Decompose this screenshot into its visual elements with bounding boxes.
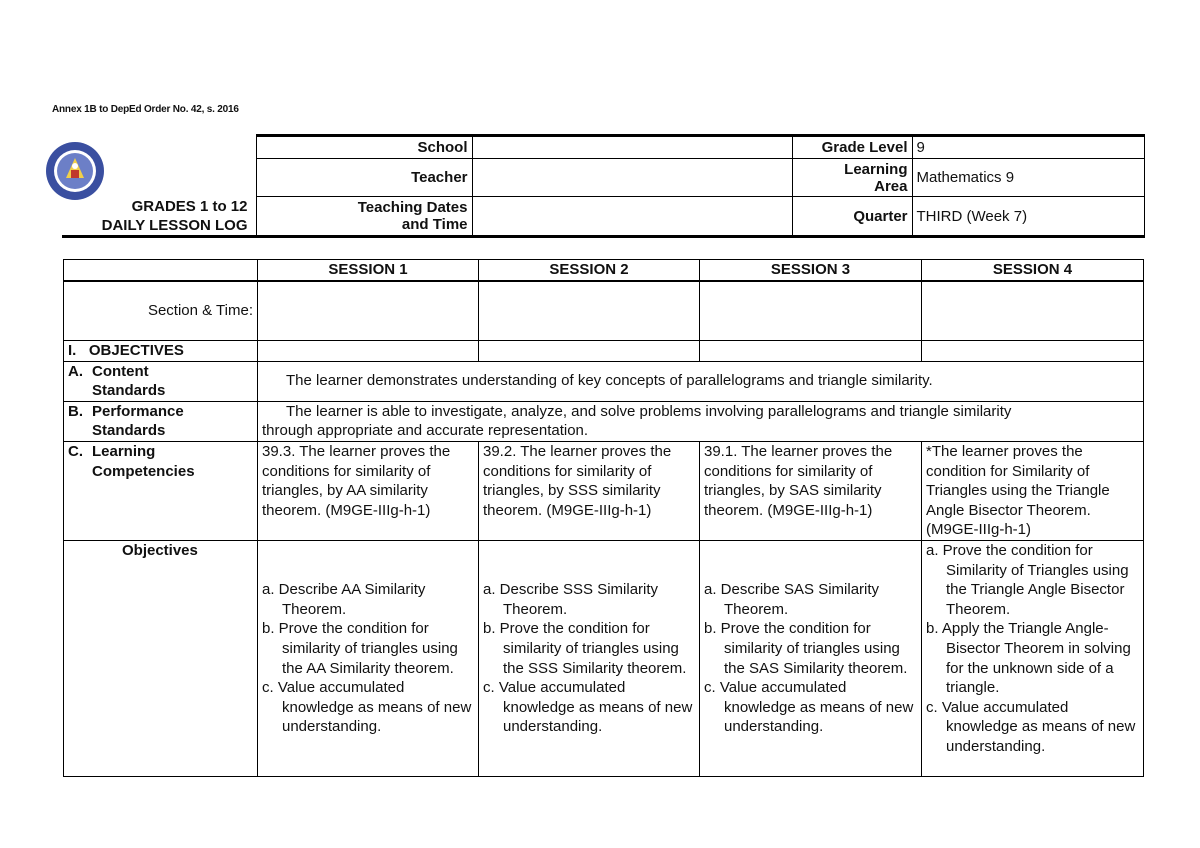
objectives-heading-text: OBJECTIVES [88,342,184,360]
performance-standards-letter: B. [68,402,83,420]
learning-area-label-line1: Learning [844,160,908,178]
deped-seal-icon [44,140,106,202]
objective-item: c. Value accumulated knowledge as means of new understanding. [704,679,914,736]
content-standards-text: The learner demonstrates understanding of key concepts of parallelograms and triangle similarity. [258,361,1144,401]
content-standards-letter: A. [68,362,83,380]
performance-standards-text [258,401,1144,441]
school-label: School [256,136,472,159]
content-standards-label [64,361,258,401]
objectives-row [64,541,1144,777]
performance-standards-label-line2: Standards [92,422,166,440]
objective-item: b. Prove the condition for similarity of triangles using the SAS Similarity theorem. [704,620,908,677]
school-field[interactable] [472,136,792,159]
objectives-cell-1 [258,341,479,362]
teacher-label: Teacher [256,159,472,197]
objectives-heading [64,341,258,362]
objectives-heading-number: I. [68,342,77,360]
session-2-header: SESSION 2 [479,260,700,281]
objective-item: a. Describe AA Similarity Theorem. [262,581,426,618]
objective-item: b. Apply the Triangle Angle-Bisector Theorem in solving for the unknown side of a triangle. [926,620,1131,697]
performance-standards-label [64,401,258,441]
lesson-log-table [63,259,1144,777]
document-title [62,197,256,237]
objectives-label: Objectives [64,541,258,777]
grade-level-label: Grade Level [792,136,912,159]
learning-competencies-label-line2: Competencies [92,462,195,480]
objectives-heading-row [64,341,1144,362]
section-time-session-4[interactable] [922,281,1144,341]
section-time-session-2[interactable] [479,281,700,341]
teaching-dates-field[interactable] [472,197,792,237]
logo-cell [62,136,256,197]
content-standards-label-line2: Standards [92,382,166,400]
performance-standards-label-line1: Performance [92,402,184,420]
learning-area-label-line2: Area [874,177,908,195]
teacher-field[interactable] [472,159,792,197]
objective-item: c. Value accumulated knowledge as means of new understanding. [926,698,1136,755]
learning-area-field[interactable]: Mathematics 9 [912,159,1144,197]
content-standards-label-line1: Content [92,362,149,380]
title-line1: GRADES 1 to 12 [131,197,248,215]
objectives-cell-2 [479,341,700,362]
teaching-dates-label [256,197,472,237]
section-time-session-3[interactable] [700,281,922,341]
objective-item: c. Value accumulated knowledge as means of new understanding. [262,679,472,736]
competency-session-3: 39.1. The learner proves the conditions for similarity of triangles, by SAS similarity theorem. (M9GE-IIIg-h-1) [700,442,922,541]
objectives-cell-4 [922,341,1144,362]
corner-cell [64,260,258,281]
objectives-session-3 [700,541,922,777]
performance-standards-text-line1: The learner is able to investigate, analyze, and solve problems involving parallelograms and triangle similarity [286,402,1012,420]
learning-competencies-row [64,442,1144,541]
objective-item: b. Prove the condition for similarity of triangles using the AA Similarity theorem. [262,620,458,677]
session-1-header: SESSION 1 [258,260,479,281]
session-4-header: SESSION 4 [922,260,1144,281]
section-time-row [64,281,1144,341]
section-time-label: Section & Time: [64,281,258,341]
quarter-label: Quarter [792,197,912,237]
objectives-session-1 [258,541,479,777]
content-standards-row [64,361,1144,401]
learning-competencies-letter: C. [68,443,83,461]
session-header-row [64,260,1144,281]
learning-area-label [792,159,912,197]
objectives-cell-3 [700,341,922,362]
objective-item: a. Describe SAS Similarity Theorem. [704,581,880,618]
objective-item: b. Prove the condition for similarity of triangles using the SSS Similarity theorem. [483,620,687,677]
header-table [62,134,1145,238]
objective-item: a. Prove the condition for Similarity of Triangles using the Triangle Angle Bisector Theorem. [926,542,1129,618]
competency-session-4: *The learner proves the condition for Similarity of Triangles using the Triangle Angle Bisector Theorem. (M9GE-IIIg-h-1) [922,442,1144,541]
quarter-field[interactable]: THIRD (Week 7) [912,197,1144,237]
annex-reference: Annex 1B to DepEd Order No. 42, s. 2016 [52,104,239,115]
performance-standards-text-line2: through appropriate and accurate representation. [262,422,589,440]
teaching-dates-label-line1: Teaching Dates [357,199,468,216]
section-time-session-1[interactable] [258,281,479,341]
session-3-header: SESSION 3 [700,260,922,281]
teaching-dates-label-line2: and Time [401,216,468,233]
objectives-session-2 [479,541,700,777]
objective-item: a. Describe SSS Similarity Theorem. [483,581,659,618]
learning-competencies-label-line1: Learning [92,443,156,461]
learning-competencies-label [64,442,258,541]
grade-level-field[interactable]: 9 [912,136,1144,159]
objectives-session-4 [922,541,1144,777]
objective-item: c. Value accumulated knowledge as means of new understanding. [483,679,693,736]
title-line2: DAILY LESSON LOG [101,216,248,234]
competency-session-2: 39.2. The learner proves the conditions for similarity of triangles, by SSS similarity theorem. (M9GE-IIIg-h-1) [479,442,700,541]
performance-standards-row [64,401,1144,441]
competency-session-1: 39.3. The learner proves the conditions for similarity of triangles, by AA similarity theorem. (M9GE-IIIg-h-1) [258,442,479,541]
